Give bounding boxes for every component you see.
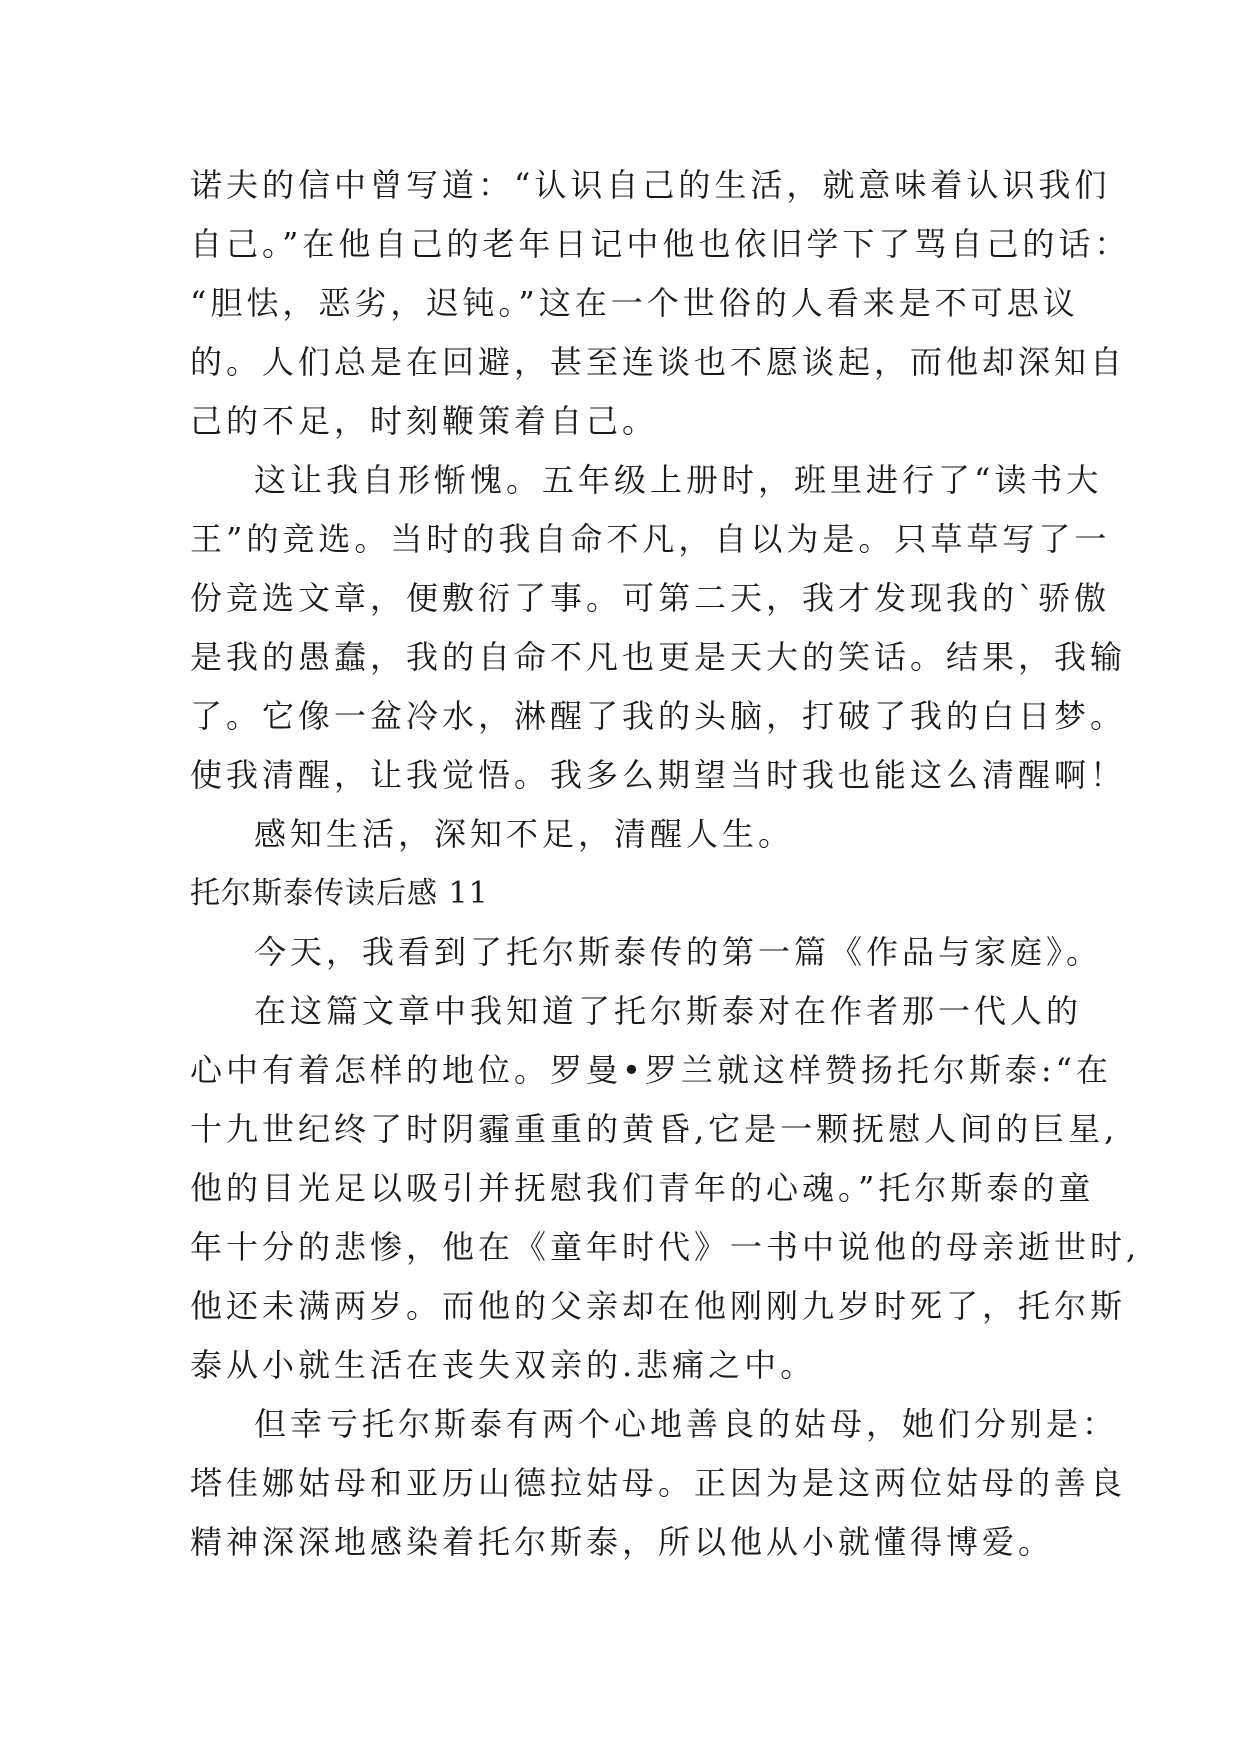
text-line: 心中有着怎样的地位。罗曼•罗兰就这样赞扬托尔斯泰:“在: [190, 1051, 1113, 1089]
text-line: 但幸亏托尔斯泰有两个心地善良的姑母，她们分别是：: [254, 1405, 1119, 1443]
paragraph: [190, 156, 1131, 451]
text-line: 泰从小就生活在丧失双亲的.悲痛之中。: [190, 1346, 817, 1384]
text-line: 十九世纪终了时阴霾重重的黄昏,它是一颗抚慰人间的巨星,: [190, 1110, 1119, 1148]
section-title-text: 托尔斯泰传读后感 11: [190, 876, 489, 911]
text-line: “胆怯，恶劣，迟钝。”这在一个世俗的人看来是不可思议: [190, 284, 1079, 322]
paragraph: [190, 923, 1103, 982]
paragraph: [190, 982, 1141, 1395]
text-line: 己的不足，时刻鞭策着自己。: [190, 402, 659, 440]
text-line: 精神深深地感染着托尔斯泰，所以他从小就懂得博爱。: [190, 1523, 1055, 1561]
text-line: 今天，我看到了托尔斯泰传的第一篇《作品与家庭》。: [254, 933, 1103, 971]
text-line: 自己。”在他自己的老年日记中他也依旧学下了骂自己的话：: [190, 225, 1131, 263]
text-line: 在这篇文章中我知道了托尔斯泰对在作者那一代人的: [254, 992, 1083, 1030]
text-line: 塔佳娜姑母和亚历山德拉姑母。正因为是这两位姑母的善良: [190, 1464, 1127, 1502]
text-line: 诺夫的信中曾写道：“认识自己的生活，就意味着认识我们: [190, 166, 1111, 204]
paragraph: [190, 805, 1090, 864]
text-line: 这让我自形惭愧。五年级上册时，班里进行了“读书大: [254, 461, 1103, 499]
text-line: 王”的竞选。当时的我自命不凡，自以为是。只草草写了一: [190, 520, 1111, 558]
section-title: [190, 864, 1090, 923]
paragraph: [190, 451, 1127, 805]
text-line: 他的目光足以吸引并抚慰我们青年的心魂。”托尔斯泰的童: [190, 1169, 1095, 1207]
text-line: 份竞选文章，便敷衍了事。可第二天，我才发现我的`骄傲: [190, 579, 1111, 617]
text-line: 他还未满两岁。而他的父亲却在他刚刚九岁时死了，托尔斯: [190, 1287, 1127, 1325]
text-line: 年十分的悲惨，他在《童年时代》一书中说他的母亲逝世时,: [190, 1228, 1141, 1266]
text-line: 了。它像一盆冷水，淋醒了我的头脑，打破了我的白日梦。: [190, 697, 1127, 735]
text-line: 感知生活，深知不足，清醒人生。: [254, 815, 795, 853]
text-line: 的。人们总是在回避，甚至连谈也不愿谈起，而他却深知自: [190, 343, 1127, 381]
text-line: 使我清醒，让我觉悟。我多么期望当时我也能这么清醒啊！: [190, 756, 1127, 794]
text-line: 是我的愚蠢，我的自命不凡也更是天大的笑话。结果，我输: [190, 638, 1127, 676]
paragraph: [190, 1395, 1127, 1572]
